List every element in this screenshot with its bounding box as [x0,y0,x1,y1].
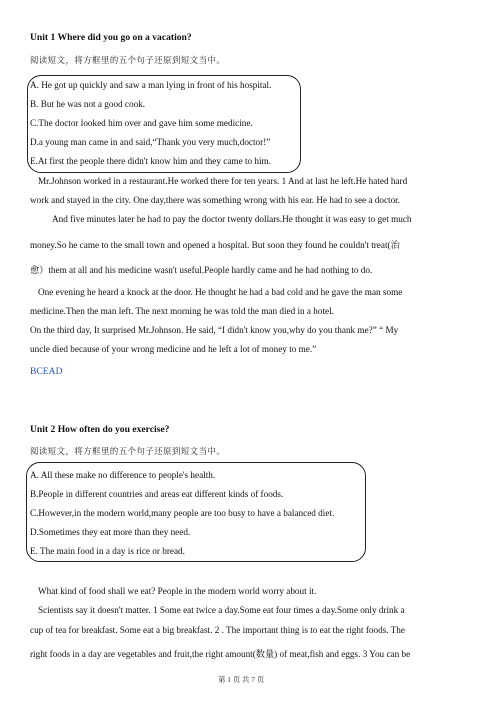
unit1-line-7: medicine.Then the man left. The next morning he was told the man died in a hotel. [30,306,334,316]
unit2-line-3: cup of tea for breakfast. Some eat a big breakfast. 2 . The important thing is to eat the right foods. The [30,625,405,635]
unit1-line-3: And five minutes later he had to pay the doctor twenty dollars.He thought it was easy to get much [52,214,412,224]
unit2-option-a: A. All these make no difference to people's health. [30,470,216,480]
unit1-line-5: 愈）them at all and his medicine wasn't useful.People hardly came and he had nothing to do. [30,265,373,275]
unit1-line-9: uncle died because of your wrong medicine and he left a lot of money to me.” [30,344,317,354]
unit1-title: Unit 1 Where did you go on a vacation? [30,32,192,43]
unit1-instruction: 阅读短文，将方框里的五个句子还原到短文当中。 [30,55,226,65]
unit1-line-8: On the third day, It surprised Mr.Johnson. He said, “I didn't know you,why do you thank me?” “ My [30,325,399,335]
unit1-option-c: C.The doctor looked him over and gave him some medicine. [30,118,253,128]
unit2-line-1: What kind of food shall we eat? People in the modern world worry about it. [38,586,317,596]
unit2-line-4: right foods in a day are vegetables and fruit,the right amount(数量) of meat,fish and eggs. 3 You can be [30,649,411,659]
unit2-option-c: C.However,in the modern world,many people are too busy to have a balanced diet. [30,508,335,518]
unit2-instruction: 阅读短文，将方框里的五个句子还原到短文当中。 [30,446,226,456]
unit1-option-e: E.At first the people there didn't know him and they came to him. [30,156,271,166]
page-footer: 第 1 页 共 7 页 [218,675,265,684]
unit1-option-a: A. He got up quickly and saw a man lying in front of his hospital. [30,80,272,90]
unit1-answer: BCEAD [30,366,63,377]
unit2-line-2: Scientists say it doesn't matter. 1 Some eat twice a day.Some eat four times a day.Some only drink a [38,605,405,615]
unit1-option-d: D.a young man came in and said,“Thank you very much,doctor!” [30,137,271,147]
unit2-option-b: B.People in different countries and areas eat different kinds of foods. [30,489,284,499]
unit2-option-d: D.Sometimes they eat more than they need. [30,527,191,537]
unit1-line-6: One evening he heard a knock at the door. He thought he had a bad cold and he gave the man some [38,287,403,297]
unit2-option-e: E. The main food in a day is rice or bread. [30,546,185,556]
unit1-line-2: work and stayed in the city. One day,there was something wrong with his ear. He had to see a doctor. [30,195,401,205]
unit1-line-1: Mr.Johnson worked in a restaurant.He worked there for ten years. 1 And at last he left.He hated hard [38,176,408,186]
unit1-line-4: money.So he came to the small town and opened a hospital. But soon they found he couldn't treat(治 [30,240,400,250]
unit2-title: Unit 2 How often do you exercise? [30,424,170,435]
unit1-option-b: B. But he was not a good cook. [30,99,146,109]
